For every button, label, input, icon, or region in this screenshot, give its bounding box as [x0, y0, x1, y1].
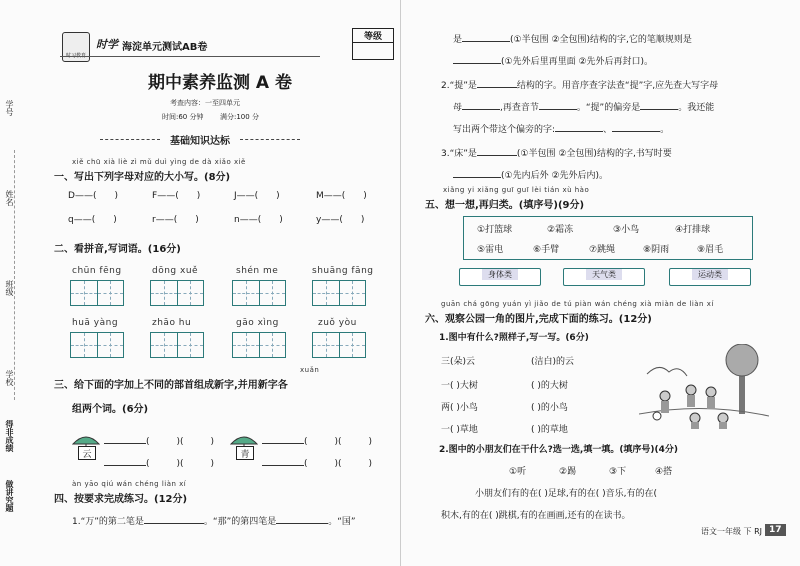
q4-blank-9[interactable] — [555, 122, 603, 132]
footer-subject: 语文一年级 下 RJ — [701, 527, 763, 536]
q2-pinyin-4: shuāng fāng — [312, 266, 374, 276]
exam-score: 满分:100 分 — [220, 113, 259, 121]
right-page — [401, 0, 800, 566]
q5-option-3: ③小鸟 — [613, 225, 640, 235]
q5-category-body[interactable]: 身体类 — [459, 268, 541, 286]
logo-brand: 时学 — [96, 38, 118, 51]
margin-cut-line — [14, 150, 15, 400]
q4-blank-10[interactable] — [612, 122, 660, 132]
q6-row-2-right[interactable]: ( )的小鸟 — [531, 403, 568, 413]
q1-row1-item1: D——( ) — [68, 191, 118, 201]
q3-blank-2a[interactable]: ( )( ) — [262, 434, 372, 447]
q6-choice-1: ①听 — [509, 467, 527, 477]
q5-option-6: ⑥手臂 — [533, 245, 560, 255]
q5-option-2: ②霜冻 — [547, 225, 574, 235]
margin-school: 学校 — [5, 370, 14, 386]
banner-line-left — [100, 139, 160, 140]
q4-blank-12[interactable] — [453, 168, 501, 178]
q4-blank-11[interactable] — [477, 146, 517, 156]
q6-example-right: (洁白)的云 — [531, 357, 575, 367]
q4-prompt: 四、按要求完成练习。(12分) — [54, 494, 188, 505]
section-banner: 基础知识达标 — [170, 136, 230, 147]
q3-blank-2b[interactable]: ( )( ) — [262, 456, 372, 469]
q1-row2-item4: y——( ) — [316, 215, 365, 225]
q2-pinyin-1: chūn fēng — [72, 266, 122, 276]
q4-blank-3[interactable] — [462, 32, 510, 42]
q2-grid-6[interactable] — [150, 332, 204, 358]
q2-pinyin-5: huā yàng — [72, 318, 119, 328]
q6-sub1: 1.图中有什么?照样子,写一写。(6分) — [439, 333, 589, 343]
q4-blank-6[interactable] — [462, 100, 500, 110]
q2-pinyin-7: gāo xìng — [236, 318, 279, 328]
q6-row-1-right[interactable]: ( )的大树 — [531, 381, 568, 391]
q1-row1-item3: J——( ) — [234, 191, 280, 201]
q3-blank-1b[interactable]: ( )( ) — [104, 456, 214, 469]
q6-prompt: 六、观察公园一角的图片,完成下面的练习。(12分) — [425, 314, 652, 325]
margin-class: 班级 — [5, 280, 14, 296]
q5-option-5: ⑤雷电 — [477, 245, 504, 255]
q6-row-3-left[interactable]: 一( )草地 — [441, 425, 478, 435]
q6-row-2-left[interactable]: 两( )小鸟 — [441, 403, 478, 413]
q4-item3-line2: (①先内后外 ②先外后内)。 — [453, 168, 608, 181]
q6-fill-line-1[interactable]: 小朋友们有的在( )足球,有的在( )音乐,有的在( — [475, 489, 658, 499]
q4-item2-line2: 母 ,再查音节 。“提”的偏旁是 。我还能 — [453, 100, 714, 113]
logo-icon: 时习教育 — [62, 32, 90, 62]
q2-pinyin-3: shén me — [236, 266, 279, 276]
q2-grid-2[interactable] — [150, 280, 204, 306]
q4-blank-7[interactable] — [539, 100, 577, 110]
q6-choice-4: ④搭 — [655, 467, 673, 477]
q3-pinyin: xuǎn — [300, 366, 320, 374]
q3-prompt-1: 三、给下面的字加上不同的部首组成新字,并用新字各 — [54, 380, 288, 391]
header-rule — [60, 56, 320, 57]
q3-prompt-2: 组两个词。(6分) — [72, 404, 149, 415]
q3-blank-1a[interactable]: ( )( ) — [104, 434, 214, 447]
q1-row2-item2: r——( ) — [152, 215, 199, 225]
q2-grid-5[interactable] — [70, 332, 124, 358]
q2-grid-4[interactable] — [312, 280, 366, 306]
q4-cont-line1: 是 (①半包围 ②全包围)结构的字,它的笔顺规则是 — [453, 32, 692, 45]
q4-item2-line3: 写出两个带这个偏旁的字: 、 。 — [453, 122, 669, 135]
q6-pinyin: guān chá gōng yuán yì jiǎo de tú piàn wán chéng xià miàn de liàn xí — [441, 300, 714, 308]
exam-scope: 考查内容：一至四单元 — [170, 99, 240, 107]
q4-cont-line2: (①先外后里再里面 ②先外后再封口)。 — [453, 54, 653, 67]
grade-box: 等级 — [352, 28, 394, 60]
q6-choice-3: ③下 — [609, 467, 627, 477]
q2-pinyin-6: zhāo hu — [152, 318, 192, 328]
q6-example-left: 三(朵)云 — [441, 357, 476, 367]
q2-grid-7[interactable] — [232, 332, 286, 358]
q5-option-1: ①打篮球 — [477, 225, 513, 235]
margin-motto-2: 做讲究题 — [5, 480, 14, 512]
q4-blank-1[interactable] — [144, 514, 204, 524]
q5-option-7: ⑦跳绳 — [589, 245, 616, 255]
q4-blank-5[interactable] — [477, 78, 517, 88]
q4-pinyin: àn yāo qiú wán chéng liàn xí — [72, 480, 187, 488]
banner-line-right — [240, 139, 300, 140]
q1-row2-item1: q——( ) — [68, 215, 117, 225]
q5-pinyin: xiǎng yi xiǎng guī guī lèi tián xù hào — [443, 186, 590, 194]
q2-grid-1[interactable] — [70, 280, 124, 306]
q5-category-weather[interactable]: 天气类 — [563, 268, 645, 286]
q1-row1-item4: M——( ) — [316, 191, 367, 201]
q3-char-2: 青 — [236, 446, 254, 460]
q4-blank-2[interactable] — [276, 514, 328, 524]
q4-item2-line1: 2.“提”是 结构的字。用音序查字法查“提”字,应先查大写字母 — [441, 78, 718, 91]
q6-fill-line-2[interactable]: 积木,有的在( )跳棋,有的在画画,还有的在读书。 — [441, 511, 631, 521]
q2-pinyin-8: zuǒ yòu — [318, 318, 357, 328]
q1-row1-item2: F——( ) — [152, 191, 201, 201]
q5-option-9: ⑨眉毛 — [697, 245, 724, 255]
q6-choice-2: ②踢 — [559, 467, 577, 477]
q2-grid-3[interactable] — [232, 280, 286, 306]
q6-row-1-left[interactable]: 一( )大树 — [441, 381, 478, 391]
q4-item3-line1: 3.“床”是 (①半包围 ②全包围)结构的字,书写时要 — [441, 146, 672, 159]
q4-blank-4[interactable] — [453, 54, 501, 64]
q2-prompt: 二、看拼音,写词语。(16分) — [54, 244, 181, 255]
q4-item1: 1.“万”的第二笔是 。“那”的第四笔是 。“国” — [72, 514, 356, 527]
q4-blank-8[interactable] — [640, 100, 678, 110]
q2-grid-8[interactable] — [312, 332, 366, 358]
q5-prompt: 五、想一想,再归类。(填序号)(9分) — [425, 200, 585, 211]
q3-char-1: 云 — [78, 446, 96, 460]
margin-student-id: 学号 — [5, 100, 14, 116]
q1-row2-item3: n——( ) — [234, 215, 283, 225]
q2-pinyin-2: dōng xuě — [152, 266, 199, 276]
series-title: 海淀单元测试AB卷 — [122, 42, 208, 53]
q5-category-sports[interactable]: 运动类 — [669, 268, 751, 286]
q1-prompt: 一、写出下列字母对应的大小写。(8分) — [54, 172, 231, 183]
exam-time: 时间:60 分钟 — [162, 113, 204, 121]
page-title: 期中素养监测 A 卷 — [148, 73, 292, 93]
q5-option-8: ⑧阴雨 — [643, 245, 670, 255]
margin-name: 姓名 — [5, 190, 14, 206]
q6-row-3-right[interactable]: ( )的草地 — [531, 425, 568, 435]
park-illustration — [639, 344, 769, 430]
page-number: 17 — [765, 524, 786, 536]
margin-motto-1: 得非成绩 — [5, 420, 14, 452]
q6-sub2: 2.图中的小朋友们在干什么?选一选,填一填。(填序号)(4分) — [439, 445, 679, 455]
q5-option-4: ④打排球 — [675, 225, 711, 235]
q1-pinyin: xiě chū xià liè zì mǔ duì yìng de dà xiǎo xiě — [72, 158, 246, 166]
